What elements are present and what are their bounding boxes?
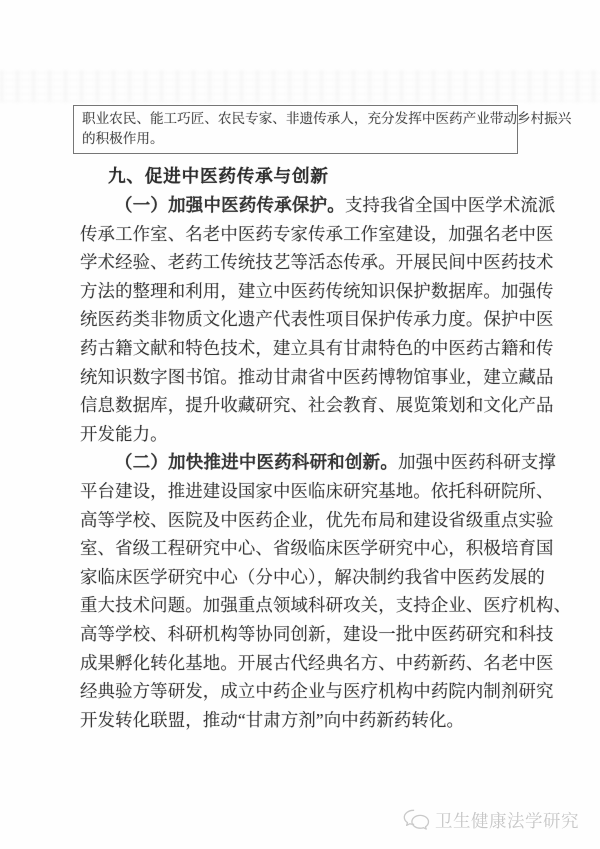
text-line: 信息数据库，提升收藏研究、社会教育、展览策划和文化产品 xyxy=(80,395,554,416)
text-line: 药古籍文献和特色技术，建立具有甘肃特色的中医药古籍和传 xyxy=(80,337,554,358)
paragraph-1 xyxy=(80,191,556,448)
text-line: 职业农民、能工巧匠、农民专家、非遗传承人，充分发挥中医药产业带动乡村振兴 xyxy=(82,111,572,126)
text-line: 高等学校、医院及中医药企业，优先布局和建设省级重点实验 xyxy=(80,509,554,530)
text-line: 高等学校、科研机构等协同创新，建设一批中医药研究和科技 xyxy=(80,623,554,644)
text-line: 开发转化联盟，推动“甘肃方剂”向中药新药转化。 xyxy=(80,709,465,730)
paragraph-1-lines xyxy=(80,220,554,449)
paragraph-2 xyxy=(80,448,572,734)
text-line: 学术经验、老药工传统技艺等活态传承。开展民间中医药技术 xyxy=(80,252,554,273)
text-line: 重大技术问题。加强重点领域科研攻关，支持企业、医疗机构、 xyxy=(80,595,572,616)
text-line: 家临床医学研究中心（分中心），解决制约我省中医药发展的 xyxy=(80,566,545,587)
text-line: 统医药类非物质文化遗产代表性项目保护传承力度。保护中医 xyxy=(80,309,554,330)
text-line: 经典验方等研发，成立中药企业与医疗机构中药院内制剂研究 xyxy=(80,681,554,702)
watermark-text: 卫生健康法学研究 xyxy=(435,810,579,831)
text-line: 成果孵化转化基地。开展古代经典名方、中药新药、名老中医 xyxy=(80,652,554,673)
paragraph-2-first-line xyxy=(80,448,556,477)
text-line: 传承工作室、名老中医药专家传承工作室建设，加强名老中医 xyxy=(80,223,554,244)
paragraph-1-first-line-rest: 支持我省全国中医学术流派 xyxy=(344,195,556,215)
text-line: 方法的整理和利用，建立中医药传统知识保护数据库。加强传 xyxy=(80,280,554,301)
document-body xyxy=(80,161,572,734)
section-heading: 九、促进中医药传承与创新 xyxy=(108,166,329,186)
boxed-note xyxy=(73,105,572,154)
paragraph-2-lead: （二）加快推进中医药科研和创新。 xyxy=(115,452,399,473)
paragraph-1-lead: （一）加强中医药传承保护。 xyxy=(115,195,345,215)
text-line: 平台建设，推进建设国家中医临床研究基地。依托科研院所、 xyxy=(80,480,554,501)
text-line: 统知识数字图书馆。推动甘肃省中医药博物馆事业，建立藏品 xyxy=(80,366,554,387)
scan-noise-band xyxy=(0,70,600,102)
text-line: 开发能力。 xyxy=(80,423,168,444)
paragraph-1-first-line xyxy=(80,191,556,220)
text-line: 的积极作用。 xyxy=(82,131,164,146)
account-watermark xyxy=(403,806,579,834)
wechat-logo-icon xyxy=(403,809,430,832)
text-line: 室、省级工程研究中心、省级临床医学研究中心，积极培育国 xyxy=(80,538,554,559)
paragraph-2-lines xyxy=(80,477,572,734)
paragraph-2-first-line-rest: 加强中医药科研支撑 xyxy=(398,452,556,473)
